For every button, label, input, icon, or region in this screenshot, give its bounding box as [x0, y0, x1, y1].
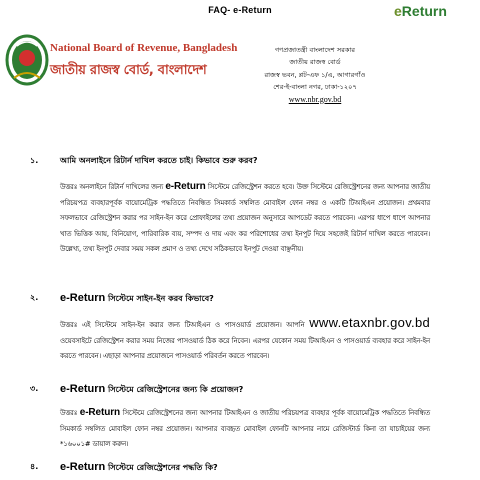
question-brand: e-Return [60, 383, 106, 395]
ereturn-logo-e: e [394, 3, 402, 19]
address-line: রাজস্ব ভবন, প্লট-এফ ১/এ, আগারগাঁও [264, 70, 366, 79]
question-brand: e-Return [60, 292, 106, 304]
faq-answer-2 [60, 315, 430, 365]
answer-brand: e-Return [165, 181, 206, 192]
address-line: শের-ই-বাংলা নগর, ঢাকা-১২০৭ [273, 83, 357, 92]
question-text [60, 383, 243, 397]
address-block [170, 44, 460, 106]
question-text [60, 461, 218, 475]
answer-text: সিস্টেমে রেজিস্ট্রেশন করতে হবে। উক্ত সিস্টেমে রেজিস্ট্রেশনের জন্য আপনার জাতীয় পরিচয়পত্র ব্যবহারপূর্বক বায়োমেট্রিক পদ্ধতিতে নিবন্ধিত সিমকার্ড সম্বলিত মোবাইল ফোন নম্বর ও একটি টিআইএন প্রয়োজন। প্রথমবার সফলভাবে রেজিস্ট্রেশন করার পর সাইন-ইন করে প্রোফাইলের তথ্য প্রয়োজন অনুসারে আপডেট করতে পারবেন। এরপর ধাপে ধাপে আপনার খাত ভিত্তিক আয়, বিনিয়োগ, পারিবারিক ব্যয়, সম্পদ ও দায় এবং কর পরিশোধের তথ্য ইনপুট দিয়ে সহজেই রিটার্ন দাখিল করতে পারবেন। উল্লেখ্য, তথ্য ইনপুট দেবার সময় সকল প্রমাণ ও তথ্য দেখে সঠিকভাবে ইনপুট দেওয়া বাঞ্ছনীয়। [60, 183, 430, 253]
answer-text: উত্তরঃ অনলাইনে রিটার্ন দাখিলের জন্য [60, 183, 166, 191]
question-text: আমি অনলাইনে রিটার্ন দাখিল করতে চাই। কিভাবে শুরু করব? [60, 156, 258, 165]
faq-answer-3 [60, 405, 430, 453]
website-link[interactable]: www.nbr.gov.bd [288, 94, 342, 104]
faq-question-4 [0, 461, 480, 479]
question-number: ২. [30, 293, 39, 302]
faq-question-1 [0, 155, 480, 173]
answer-website-link[interactable]: www.etaxnbr.gov.bd [309, 315, 430, 330]
answer-text: ওয়েবসাইটে রেজিস্ট্রেশন করার সময় নিজের পাসওয়ার্ড ঠিক করে নিবেন। এরপর যেকোন সময় টিআইএন ও পাসওয়ার্ড ব্যবহার করে সাইন-ইন করতে পারবেন। এছাড়া আপনার প্রয়োজনে পাসওয়ার্ড পরিবর্তন করতে পারবেন। [60, 336, 430, 360]
question-label: সিস্টেমে রেজিস্ট্রেশনের জন্য কি প্রয়োজন? [105, 385, 244, 394]
faq-question-3 [0, 383, 480, 401]
faq-question-2 [0, 292, 480, 310]
question-brand: e-Return [60, 461, 106, 473]
question-text [60, 292, 214, 306]
faq-title: FAQ- e-Return [208, 5, 272, 15]
logo-text-bangla: জাতীয় রাজস্ব বোর্ড, বাংলাদেশ [50, 63, 207, 78]
question-label: সিস্টেমে সাইন-ইন করব কিভাবে? [105, 294, 214, 303]
answer-text: সিস্টেমে রেজিস্ট্রেশনের জন্য আপনার টিআইএন ও জাতীয় পরিচয়পত্র ব্যবহার পূর্বক বায়োমেট্রিক পদ্ধতিতে নিবন্ধিত সিমকার্ড সম্বলিত মোবাইল ফোন নম্বর প্রয়োজন। আপনার ব্যবহৃত মোবাইল ফোনটি আপনার নামে রেজিস্টার্ড কিনা তা যাচাইয়ের জন্য *১৬০০১# ডায়াল করুন। [60, 409, 431, 448]
question-number: ১. [30, 156, 39, 165]
ereturn-logo [394, 3, 447, 19]
nbr-emblem-icon [4, 32, 50, 88]
answer-brand: e-Return [79, 407, 121, 418]
answer-text: উত্তরঃ [60, 409, 80, 417]
question-number: ৪. [30, 462, 39, 471]
question-number: ৩. [30, 384, 39, 393]
question-label: সিস্টেমে রেজিস্ট্রেশনের পদ্ধতি কি? [105, 463, 218, 472]
answer-text: উত্তরঃ এই সিস্টেমে সাইন-ইন করার জন্য টিআইএন ও পাসওয়ার্ড প্রয়োজন। আপনি [60, 321, 310, 329]
address-line: জাতীয় রাজস্ব বোর্ড [289, 58, 341, 67]
faq-answer-1 [60, 179, 430, 258]
ereturn-logo-return: Return [401, 3, 447, 19]
address-line: গণপ্রজাতন্ত্রী বাংলাদেশ সরকার [274, 46, 356, 54]
logo-text-english: National Board of Revenue, Bangladesh [50, 42, 238, 54]
